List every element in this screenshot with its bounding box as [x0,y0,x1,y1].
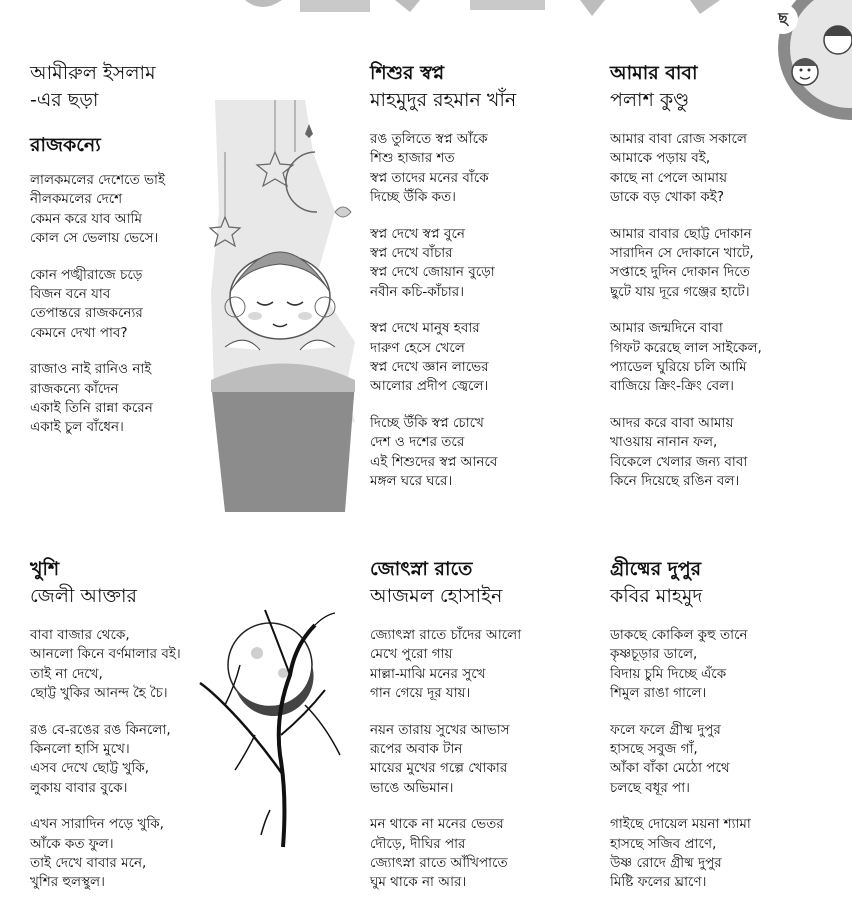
verse-line: হাসছে সবুজ গাঁ, [610,741,698,758]
stanza [370,319,595,397]
verse-line: স্বপ্ন দেখে স্বপ্ন বুনে [370,225,465,242]
verse-line: জ্যোৎস্না রাতে চাঁদের আলো [370,627,522,643]
poem-author: জেলী আক্তার [30,585,137,607]
stanza [30,266,210,344]
poem-khushi [30,556,230,910]
verse-line: কিনলো হাসি মুখে। [30,741,130,758]
verse-line: দেশ ও দশের তরে [370,434,465,451]
poem-rajkonne [30,60,210,455]
verse-line: দিচ্ছে উঁকি স্বপ্ন চোখে [370,414,484,431]
stanza [30,171,210,249]
verse-line: কাছে না পেলে আমায় [610,169,728,186]
verse-line: এই শিশুদের স্বপ্ন আনবে [370,453,498,470]
verse-line: কৃষ্ণচূড়ার ডালে, [610,646,698,663]
verse-line: তেপান্তরে রাজকন্যের [30,305,143,322]
verse-line: তাই দেখে বাবার মনে, [30,855,147,872]
verse-line: আমার বাবার ছোট্ট দোকান [610,225,752,242]
verse-line: এসব দেখে ছোট্ট খুকি, [30,760,149,777]
verse-line: আদর করে বাবা আমায় [610,414,734,431]
verse-line: সপ্তাহে দুদিন দোকান দিতে [610,264,750,281]
verse-line: একাই চুল বাঁধেন। [30,419,124,436]
verse-line: দিচ্ছে উঁকি কত। [370,189,456,206]
stanza [610,225,810,303]
verse-line: কোন পঙ্খীরাজে চড়ে [30,266,143,283]
verse-line: রূপের অবাক টান [370,741,463,758]
verse-line: স্বপ্ন দেখে জোয়ান বুড়ো [370,264,495,281]
verse-line: ছোট্ট খুকির আনন্দ হৈ চৈ। [30,685,168,702]
verse-line: গান গেয়ে দূর যায়। [370,685,471,702]
verse-line: উষ্ণ রোদে গ্রীষ্ম দুপুর [610,855,722,872]
poem-title: গ্রীষ্মের দুপুর [610,558,702,580]
verse-line: বাবা বাজার থেকে, [30,627,130,643]
verse-line: মিষ্টি ফলের ঘ্রাণে। [610,874,707,891]
stanza [30,815,230,893]
verse-line: আলোর প্রদীপ জ্বেলে। [370,378,489,395]
poem-author: -এর ছড়া [30,89,99,111]
verse-line: জ্যোৎস্না রাতে আঁখিপাতে [370,855,508,872]
verse-line: বাজিয়ে ক্রিং-ক্রিং বেল। [610,378,734,395]
verse-line: চলছে বধূর পা। [610,779,690,796]
verse-line: বিজন বনে যাব [30,286,111,303]
stanza [370,225,595,303]
verse-line: স্বপ্ন দেখে মানুষ হবার [370,320,480,337]
verse-line: আমার জন্মদিনে বাবা [610,320,723,337]
verse-line: রঙ বে-রঙের রঙ কিনলো, [30,721,171,738]
badge-glyph: ছ [768,4,798,34]
verse-line: শিমুল রাঙা গালে। [610,685,707,702]
poem-subtitle: রাজকন্যে [30,134,101,156]
verse-line: গিফট করেছে লাল সাইকেল, [610,339,762,356]
poem-shishur-swapno [370,60,595,509]
verse-line: ডাকে বড় খোকা কই? [610,189,724,206]
poem-author: পলাশ কুণ্ডু [610,89,690,111]
verse-line: স্বপ্ন দেখে জ্ঞান লাভের [370,359,489,376]
verse-line: একাই তিনি রান্না করেন [30,400,153,417]
verse-line: নবীন কচি-কাঁচার। [370,283,465,300]
verse-line: মায়ের মুখের গল্পে খোকার [370,760,508,777]
stanza [610,414,810,492]
verse-line: কোল সে ভেলায় ভেসে। [30,230,159,247]
stanza [370,414,595,492]
verse-line: বিদায় চুমি দিচ্ছে এঁকে [610,665,727,682]
verse-line: গাইছে দোয়েল ময়না শ্যামা [610,816,751,833]
verse-line: আমাকে পড়ায় বই, [610,150,711,167]
verse-line: আঁকা বাঁকা মেঠো পথে [610,760,730,777]
verse-line: কেমনে দেখা পাব? [30,324,128,341]
poem-title: আমীরুল ইসলাম [30,62,156,84]
poem-amar-baba [610,60,810,509]
verse-line: লালকমলের দেশেতে ভাই [30,172,165,188]
verse-line: নয়ন তারায় সুখের আভাস [370,721,510,738]
verse-line: কিনে দিয়েছে রঙিন বল। [610,473,740,490]
verse-line: মন থাকে না মনের ভেতর [370,816,504,833]
verse-line: আঁকে কত ফুল। [30,835,114,852]
poem-title: শিশুর স্বপ্ন [370,62,445,84]
verse-line: স্বপ্ন দেখে বাঁচার [370,245,453,262]
stanza [610,815,810,893]
verse-line: ফলে ফলে গ্রীষ্ম দুপুর [610,721,721,738]
header-decoration [0,0,852,20]
poem-title: জোৎস্না রাতে [370,558,473,580]
verse-line: ছুটে যায় দূরে গঞ্জের হাটে। [610,283,750,300]
verse-line: সারাদিন সে দোকানে খাটে, [610,245,754,262]
stanza [30,360,210,438]
stanza [30,626,230,704]
stanza [370,626,570,704]
verse-line: কেমন করে যাব আমি [30,210,142,227]
stanza [370,721,570,799]
stanza [610,130,810,208]
verse-line: ভাঙে অভিমান। [370,779,454,796]
verse-line: রাজাও নাই রানিও নাই [30,361,152,378]
stanza [610,721,810,799]
sleeping-child-illustration [205,92,365,512]
verse-line: মঙ্গল ঘরে ঘরে। [370,473,453,490]
verse-line: আমার বাবা রোজ সকালে [610,131,747,147]
stanza [370,815,570,893]
stanza [610,626,810,704]
verse-line: মাল্লা-মাঝি মনের সুখে [370,665,486,682]
poem-author: আজমল হোসাইন [370,585,503,607]
verse-line: খুশির হুলস্থুল। [30,874,105,891]
poem-jotsna-rate [370,556,570,910]
poem-author: কবির মাহমুদ [610,585,703,607]
verse-line: আনলো কিনে বর্ণমালার বই। [30,646,181,663]
verse-line: লুকায় বাবার বুকে। [30,779,128,796]
verse-line: দৌড়ে, দীঘির পার [370,835,466,852]
poem-title: খুশি [30,558,60,580]
verse-line: রঙ তুলিতে স্বপ্ন আঁকে [370,131,488,147]
verse-line: খাওয়ায় নানান ফল, [610,434,718,451]
poem-author: মাহমুদুর রহমান খাঁন [370,89,517,111]
verse-line: হাসছে সজিব প্রাণে, [610,835,717,852]
verse-line: এখন সারাদিন পড়ে খুকি, [30,816,164,833]
verse-line: ঘুম থাকে না আর। [370,874,467,891]
stanza [30,721,230,799]
verse-line: বিকেলে খেলার জন্য বাবা [610,453,748,470]
poem-grishmer-dupur [610,556,810,910]
verse-line: রাজকন্যে কাঁদেন [30,380,119,397]
verse-line: ডাকছে কোকিল কুহু তানে [610,627,748,643]
verse-line: স্বপ্ন তাদের মনের বাঁকে [370,169,489,186]
verse-line: শিশু হাজার শত [370,150,455,167]
verse-line: নীলকমলের দেশে [30,191,123,208]
verse-line: প্যাডেল ঘুরিয়ে চলি আমি [610,359,747,376]
verse-line: মেখে পুরো গায় [370,646,453,663]
verse-line: তাই না দেখে, [30,665,103,682]
stanza [610,319,810,397]
verse-line: দারুণ হেসে খেলে [370,339,465,356]
poem-title: আমার বাবা [610,62,698,84]
stanza [370,130,595,208]
